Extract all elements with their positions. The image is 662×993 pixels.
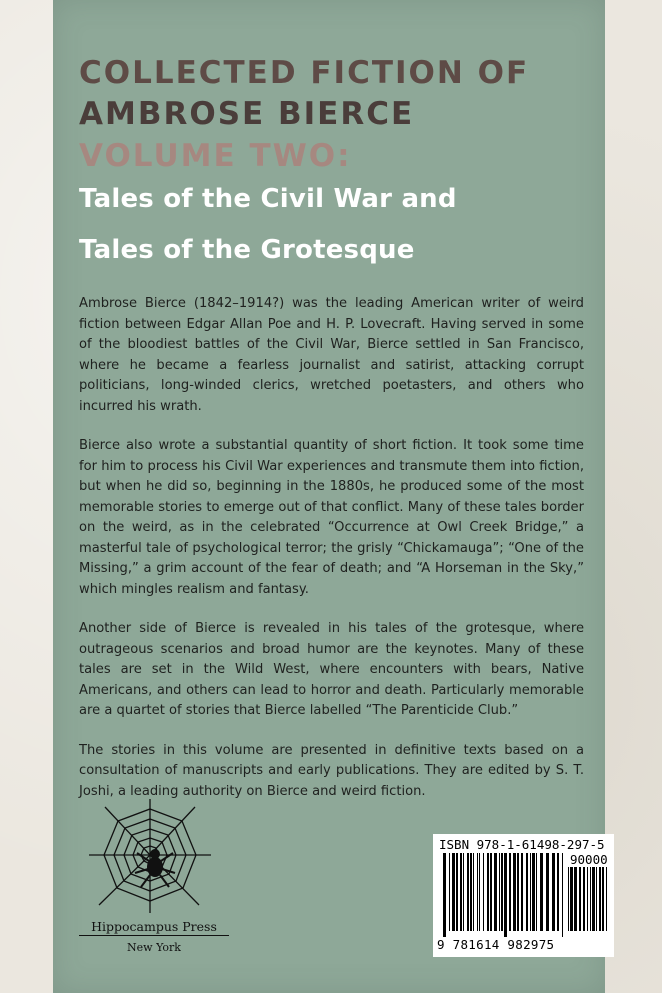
blurb [79,294,584,821]
barcode-bar [587,867,588,931]
barcode-bar [477,853,478,931]
barcode-bar [452,853,455,931]
barcode-bar [532,853,535,931]
title-line-2: AMBROSE BIERCE [79,96,415,132]
barcode-bar [473,853,474,931]
barcode-bar [536,853,537,931]
barcode-bar [513,853,516,931]
barcode-bar [456,853,458,931]
barcode-bar [467,853,469,931]
barcode-bar [552,853,555,931]
subtitle-line-2: Tales of the Grotesque [79,235,415,265]
barcode-bar [479,853,480,931]
barcode-bar [517,853,519,931]
barcode [433,834,614,957]
blurb-paragraph-2: Bierce also wrote a substantial quantity of short fiction. It took some time for him to process his Civil War experiences and transmute them into fiction, but when he did so, beginning in the 1880s, he produced some of the most memorable stories to emerge out of that conflict. Many of these tales border on the weird, as in the celebrated “Occurrence at Owl Creek Bridge,” a masterful tale of psychological terror; the grisly “Chickamauga”; “One of the Missing,” a grim account of the fear of death; and “A Horseman in the Sky,” which mingles realism and fantasy. [79,438,584,597]
barcode-bar [494,853,497,931]
barcode-digits: 9 781614 982975 [437,937,555,952]
barcode-bar [487,853,489,931]
back-cover-panel [53,0,608,993]
barcode-bars-addon [568,867,610,937]
barcode-bar [590,867,591,931]
blurb-paragraph-3: Another side of Bierce is revealed in his tales of the grotesque, where outrageous scenarios and broad humor are the keynotes. Many of these tales are set in the Wild West, where encounters with bears, Native Americans, and others can lead to horror and death. Particularly memorable are a quartet of stories that Bierce labelled “The Parenticide Club.” [79,621,584,718]
barcode-bar [460,853,462,931]
publisher-city: New York [127,941,181,954]
title-line-3: VOLUME TWO: [79,138,352,174]
barcode-bar [501,853,503,931]
barcode-bar [443,853,446,937]
publisher-logo [79,797,229,957]
barcode-bar [562,853,563,937]
barcode-bar [540,853,543,931]
title-line-1: COLLECTED FICTION OF [79,55,530,91]
barcode-bar [583,867,585,931]
title-block [79,52,599,263]
barcode-bar [449,853,450,931]
barcode-bar [499,853,500,931]
blurb-paragraph-4: The stories in this volume are presented in definitive texts based on a consultation of manuscripts and early publications. They are edited by S. T. Joshi, a leading authority on Bierce and weird fiction. [79,742,584,799]
barcode-bar [530,853,531,931]
barcode-bar [526,853,528,931]
barcode-bar [546,853,549,931]
price-code: 90000 [570,852,608,867]
barcode-bar [463,853,464,931]
barcode-bar [470,853,472,931]
barcode-bar [599,867,601,931]
barcode-bar [521,853,523,931]
barcode-bar [574,867,577,931]
barcode-bar [483,853,484,931]
spider-web-icon [85,797,215,915]
barcode-bar [596,867,597,931]
isbn-label: ISBN 978-1-61498-297-5 [439,837,605,852]
barcode-bar [606,867,607,931]
subtitle-line-1: Tales of the Civil War and [79,184,457,214]
barcode-bars-main [443,853,565,937]
barcode-bar [504,853,507,937]
blurb-paragraph-1: Ambrose Bierce (1842–1914?) was the leading American writer of weird fiction between Edgar Allan Poe and H. P. Lovecraft. Having served in some of the bloodiest battles of the Civil War, Bierce settled in San Francisco, where he became a fearless journalist and satirist, attacking corrupt politicians, long-winded clerics, wretched poetasters, and others who incurred his wrath. [79,296,584,414]
publisher-name: Hippocampus Press [79,919,229,936]
barcode-bar [602,867,604,931]
barcode-bar [509,853,511,931]
barcode-bar [592,867,595,931]
barcode-bar [579,867,581,931]
barcode-bar [570,867,573,931]
barcode-bar [557,853,559,931]
barcode-bar [490,853,492,931]
barcode-bar [568,867,569,931]
